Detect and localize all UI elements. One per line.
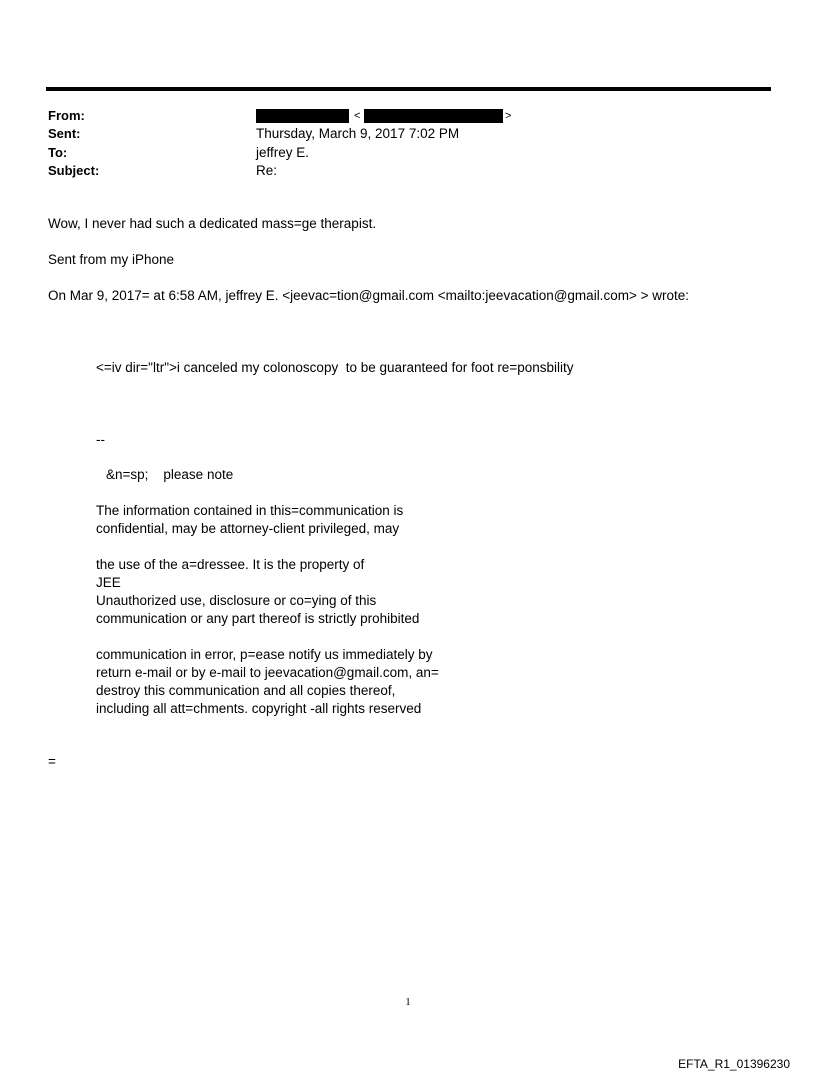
body-signature: Sent from my iPhone (48, 252, 175, 267)
disclaimer-line: including all att=chments. copyright -all rights reserved (96, 701, 422, 716)
reply-attribution: On Mar 9, 2017= at 6:58 AM, jeffrey E. <jeevac=tion@gmail.com <mailto:jeevacation@gmail.com> > wrote: (48, 288, 689, 303)
from-open-bracket: < (354, 110, 361, 122)
document-id: EFTA_R1_01396230 (678, 1057, 790, 1071)
quoted-note: &n=sp; please note (106, 467, 234, 482)
quoted-message: <=iv dir="ltr">i canceled my colonoscopy to be guaranteed for foot re=ponsbility (96, 360, 574, 375)
sent-value: Thursday, March 9, 2017 7:02 PM (256, 126, 460, 141)
from-close-bracket: > (505, 110, 512, 122)
disclaimer-line: return e-mail or by e-mail to jeevacation@gmail.com, an= (96, 665, 439, 680)
subject-value: Re: (256, 163, 278, 178)
disclaimer-line: The information contained in this=communication is (96, 503, 404, 518)
redacted-sender-name (256, 109, 349, 123)
disclaimer-line: Unauthorized use, disclosure or co=ying of this (96, 593, 377, 608)
disclaimer-line: communication or any part thereof is strictly prohibited (96, 611, 420, 626)
subject-label: Subject: (48, 163, 100, 178)
disclaimer-line: confidential, may be attorney-client privileged, may (96, 521, 400, 536)
to-value: jeffrey E. (256, 145, 310, 160)
disclaimer-line: the use of the a=dressee. It is the property of (96, 557, 365, 572)
top-divider (46, 87, 771, 91)
disclaimer-line: JEE (96, 575, 121, 590)
from-label: From: (48, 108, 85, 123)
body-line-1: Wow, I never had such a dedicated mass=ge therapist. (48, 216, 377, 231)
to-label: To: (48, 145, 68, 160)
trailing-equals: = (48, 754, 56, 769)
page-number: 1 (405, 996, 411, 1008)
sent-label: Sent: (48, 126, 81, 141)
disclaimer-line: destroy this communication and all copies thereof, (96, 683, 396, 698)
redacted-sender-email (364, 109, 503, 123)
disclaimer-line: communication in error, p=ease notify us immediately by (96, 647, 433, 662)
quoted-separator: -- (96, 432, 105, 447)
